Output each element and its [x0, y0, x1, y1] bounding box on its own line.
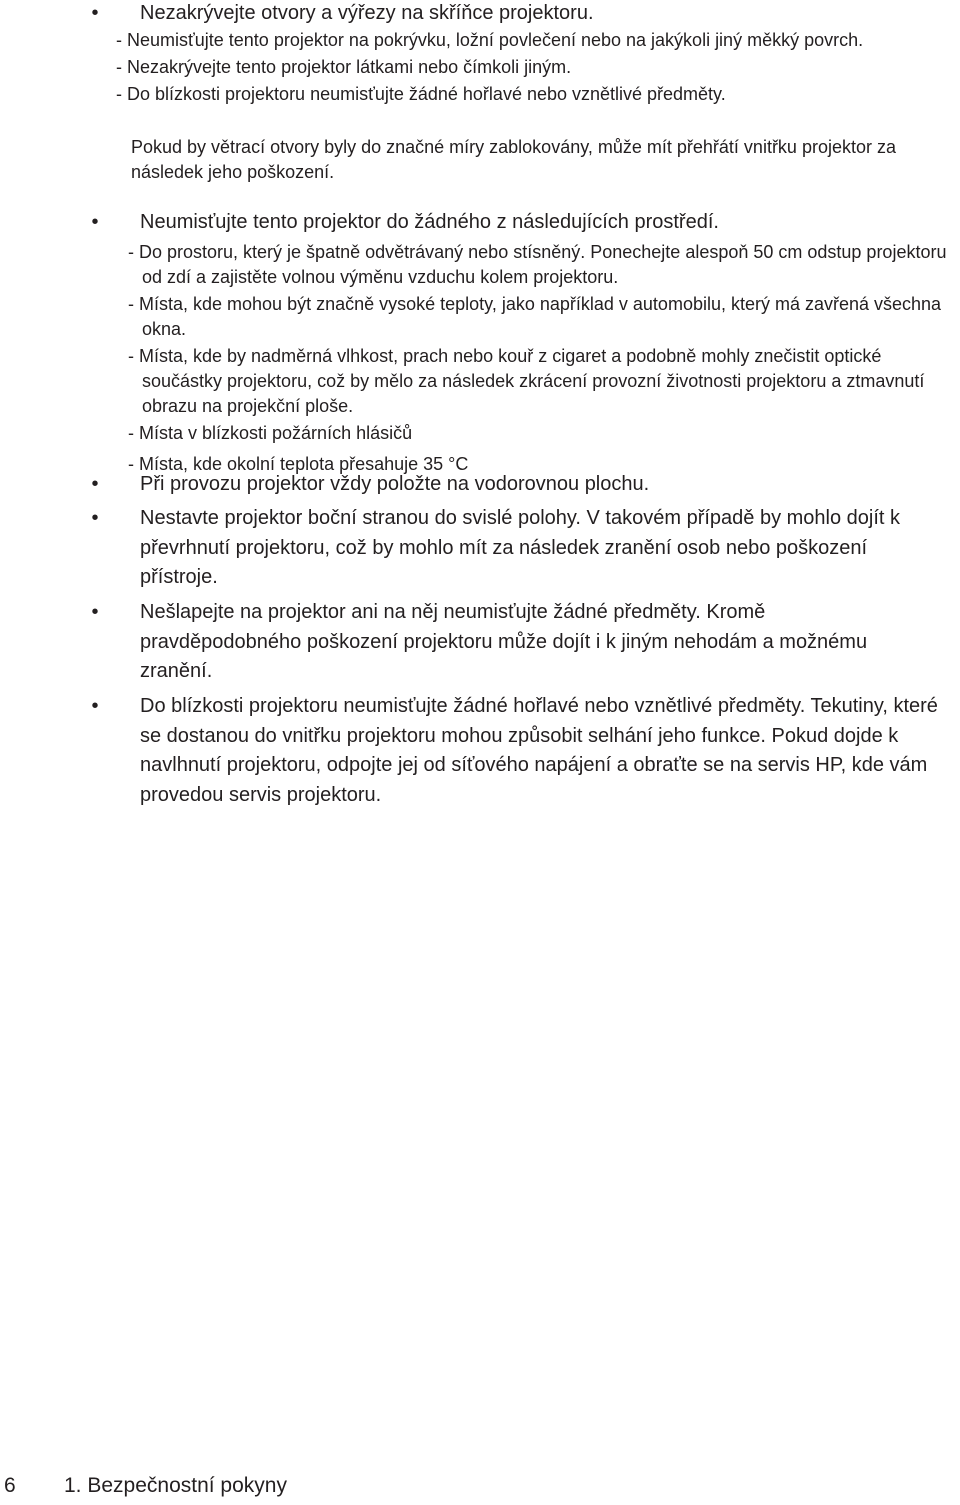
- page-number: 6: [4, 1474, 16, 1497]
- bullet-dot: •: [91, 507, 99, 529]
- openings-item: - Do blízkosti projektoru neumisťujte žádné hořlavé nebo vznětlivé předměty.: [116, 84, 726, 104]
- environments-item: - Do prostoru, který je špatně odvětrávaný nebo stísněný. Ponechejte alespoň 50 cm odstup projektoru od zdí a zajistěte volnou výměnu vzduchu kolem projektoru.: [128, 242, 947, 287]
- bullet-environments: [91, 210, 958, 235]
- openings-note: Pokud by větrací otvory byly do značné míry zablokovány, může mít přehřátí vnitřku projektor za následek jeho poškození.: [131, 137, 896, 182]
- bullet-sideways: [91, 504, 940, 593]
- bullet-stepping: [91, 598, 900, 687]
- bullet-horizontal-text: Při provozu projektor vždy položte na vodorovnou plochu.: [140, 473, 650, 495]
- environments-item: - Místa, kde mohou být značně vysoké teploty, jako například v automobilu, který má zavřená všechna okna.: [128, 294, 942, 339]
- bullet-stepping-text: Nešlapejte na projektor ani na něj neumisťujte žádné předměty. Kromě pravděpodobného poškození projektoru může dojít i k jiným nehodám a možnému zranění.: [140, 601, 868, 682]
- openings-item: - Nezakrývejte tento projektor látkami nebo čímkoli jiným.: [116, 57, 572, 77]
- bullet-environments-title: Neumisťujte tento projektor do žádného z následujících prostředí.: [140, 211, 719, 233]
- bullet-dot: •: [91, 601, 99, 623]
- bullet-dot: •: [91, 473, 99, 495]
- bullet-openings: [91, 1, 958, 26]
- bullet-dot: •: [91, 211, 99, 233]
- bullet-dot: •: [91, 2, 99, 24]
- bullet-flammable: [91, 692, 960, 810]
- environments-item: - Místa v blízkosti požárních hlásičů: [128, 423, 413, 443]
- openings-sub-list: [116, 28, 946, 112]
- environments-sub-list: [128, 240, 958, 482]
- bullet-sideways-text: Nestavte projektor boční stranou do svislé polohy. V takovém případě by mohlo dojít k převrhnutí projektoru, což by mohlo mít za následek zranění osob nebo poškození přístroje.: [140, 507, 901, 588]
- bullet-openings-title: Nezakrývejte otvory a výřezy na skříňce projektoru.: [140, 2, 594, 24]
- bullet-horizontal: [91, 470, 958, 500]
- bullet-flammable-text: Do blízkosti projektoru neumisťujte žádné hořlavé nebo vznětlivé předměty. Tekutiny, které se dostanou do vnitřku projektoru mohou způsobit selhání jeho funkce. Pokud dojde k navlhnutí projektoru, odpojte jej od síťového napájení a obraťte se na servis HP, kde vám provedou servis projektoru.: [140, 695, 938, 806]
- openings-item: - Neumisťujte tento projektor na pokrývku, ložní povlečení nebo na jakýkoli jiný měkký povrch.: [116, 30, 864, 50]
- environments-item: - Místa, kde okolní teplota přesahuje 35 °C: [128, 454, 469, 474]
- chapter-title: 1. Bezpečnostní pokyny: [64, 1474, 287, 1497]
- bullet-dot: •: [91, 695, 99, 717]
- environments-item: - Místa, kde by nadměrná vlhkost, prach nebo kouř z cigaret a podobně mohly znečistit optické součástky projektoru, což by mělo za následek zkrácení provozní životnosti projektoru a ztmavnutí obrazu na projekční ploše.: [128, 346, 925, 416]
